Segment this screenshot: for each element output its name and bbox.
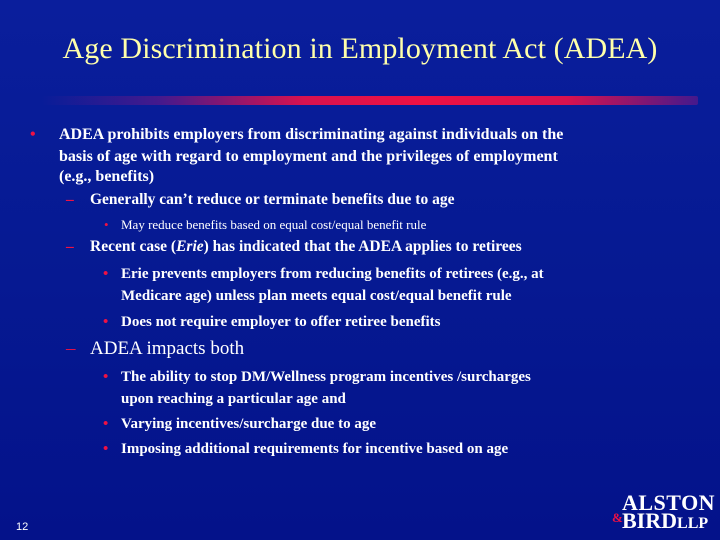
page-number: 12 — [16, 521, 29, 533]
logo-ampersand: & — [612, 510, 623, 525]
bullet-icon: • — [30, 126, 36, 143]
slide-title: Age Discrimination in Employment Act (ADEA) — [62, 32, 658, 65]
dash-icon: – — [66, 238, 74, 255]
logo-line-2 — [622, 508, 708, 534]
sub-point-2-item-2: Does not require employer to offer retiree benefits — [121, 314, 441, 330]
bullet-icon: • — [103, 369, 109, 385]
bullet-icon: • — [104, 217, 109, 232]
sub-point-2-item-1-line-1: Erie prevents employers from reducing benefits of retirees (e.g., at — [121, 266, 544, 282]
bullet-icon: • — [103, 314, 109, 330]
sub-point-3-item-1-line-1: The ability to stop DM/Wellness program incentives /surcharges — [121, 369, 531, 385]
logo-llp: LLP — [677, 515, 709, 532]
alston-bird-logo — [612, 490, 716, 532]
dash-icon: – — [66, 338, 76, 359]
main-bullet-line-3: (e.g., benefits) — [59, 168, 155, 185]
bullet-icon: • — [103, 441, 109, 457]
sub-point-2 — [90, 237, 522, 257]
sub-point-3: ADEA impacts both — [90, 338, 245, 359]
sub-point-1: Generally can’t reduce or terminate benefits due to age — [90, 191, 455, 208]
bullet-icon: • — [103, 266, 109, 282]
case-name: Erie — [176, 238, 204, 255]
bullet-icon: • — [103, 416, 109, 432]
sub-point-3-item-1-line-2: upon reaching a particular age and — [121, 391, 346, 407]
dash-icon: – — [66, 191, 74, 208]
main-bullet-line-2: basis of age with regard to employment and the privileges of employment — [59, 148, 558, 165]
title-divider — [42, 96, 698, 105]
logo-bird: BIRD — [622, 508, 678, 533]
sub-point-3-item-2: Varying incentives/surcharge due to age — [121, 416, 376, 432]
sub-point-1-item: May reduce benefits based on equal cost/equal benefit rule — [121, 217, 427, 232]
sub-point-2-after: ) has indicated that the ADEA applies to retirees — [203, 238, 522, 255]
sub-point-2-before: Recent case ( — [90, 238, 177, 255]
main-bullet-line-1: ADEA prohibits employers from discriminating against individuals on the — [59, 126, 564, 143]
sub-point-2-item-1-line-2: Medicare age) unless plan meets equal cost/equal benefit rule — [121, 288, 512, 304]
logo-line-1: ALSTON — [622, 490, 716, 515]
sub-point-3-item-3: Imposing additional requirements for incentive based on age — [121, 441, 509, 457]
